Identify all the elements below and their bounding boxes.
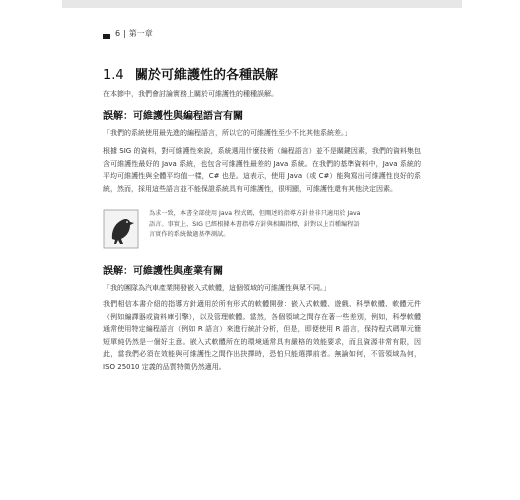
misconception-1-quote: 「我們的系統使用最先進的編程語言，所以它的可維護性至少不比其他系統差。」 [103, 129, 352, 137]
note-text: 為求一致，本書全部使用 Java 程式碼，但闡述的指導方針並非只適用於 Java 語言。事實上，SIG 已經根據本書指導方針與相關指標，針對以上百種編程語言實作的系統做過基準測試。 [149, 210, 361, 238]
misconception-2-quote: 「我的團隊為汽車產業開發嵌入式軟體，這個領域的可維護性與眾不同。」 [103, 284, 331, 292]
chapter-label: 第一章 [128, 28, 153, 38]
header-separator: | [123, 28, 126, 38]
page-number: 6 [115, 28, 121, 38]
note-box [103, 209, 421, 251]
running-header [103, 27, 423, 39]
misconception-1-body: 根據 SIG 的資料，對可維護性來說，系統選用什麼技術（編程語言）並不是關鍵因素，我們的資料集包含可維護性最好的 Java 系統，也包含可維護性最差的 Java 系統。在我們的基準資料中，Java 系統的平均可維護性與全體平均值一樣，C# 也是。這表示，使用 Java（或 C#）能夠寫出可維護性良好的系統，然而，採用這些語言並不能保證系統具有可維護性，很明顯，可維護性還有其他決定因素。 [103, 147, 421, 193]
misconception-2-body: 我們相信本書介紹的指導方針適用於所有形式的軟體開發：嵌入式軟體、遊戲、科學軟體、軟體元件（例如編譯器或資料庫引擎），以及管理軟體。當然，各個領域之間存在著一些差別，例如，科學軟體通常使用特定編程語言（例如 R 語言）來進行統計分析，但是，即便使用 R 語言，保持程式碼單元簡短單純仍然是一個好主意。嵌入式軟體所在的環境通常具有嚴格的效能要求，而且資源非常有限，因此，當我們必須在效能與可維護性之間作出抉擇時，恐怕只能選擇前者。無論如何，不管領域為何，ISO 25010 定義的品質特徵仍然適用。 [103, 300, 421, 371]
section-title: 關於可維護性的各種誤解 [135, 68, 279, 83]
section-heading [103, 64, 421, 83]
section-intro: 在本節中，我們會討論實務上關於可維護性的種種誤解。 [103, 90, 278, 98]
misconception-1-title: 誤解：可維護性與編程語言有關 [103, 111, 243, 122]
page-top-edge [62, 0, 462, 8]
header-marker [103, 34, 110, 39]
raven-icon [103, 209, 139, 249]
section-number: 1.4 [103, 68, 124, 83]
misconception-2-title: 誤解：可維護性與產業有關 [103, 266, 223, 277]
